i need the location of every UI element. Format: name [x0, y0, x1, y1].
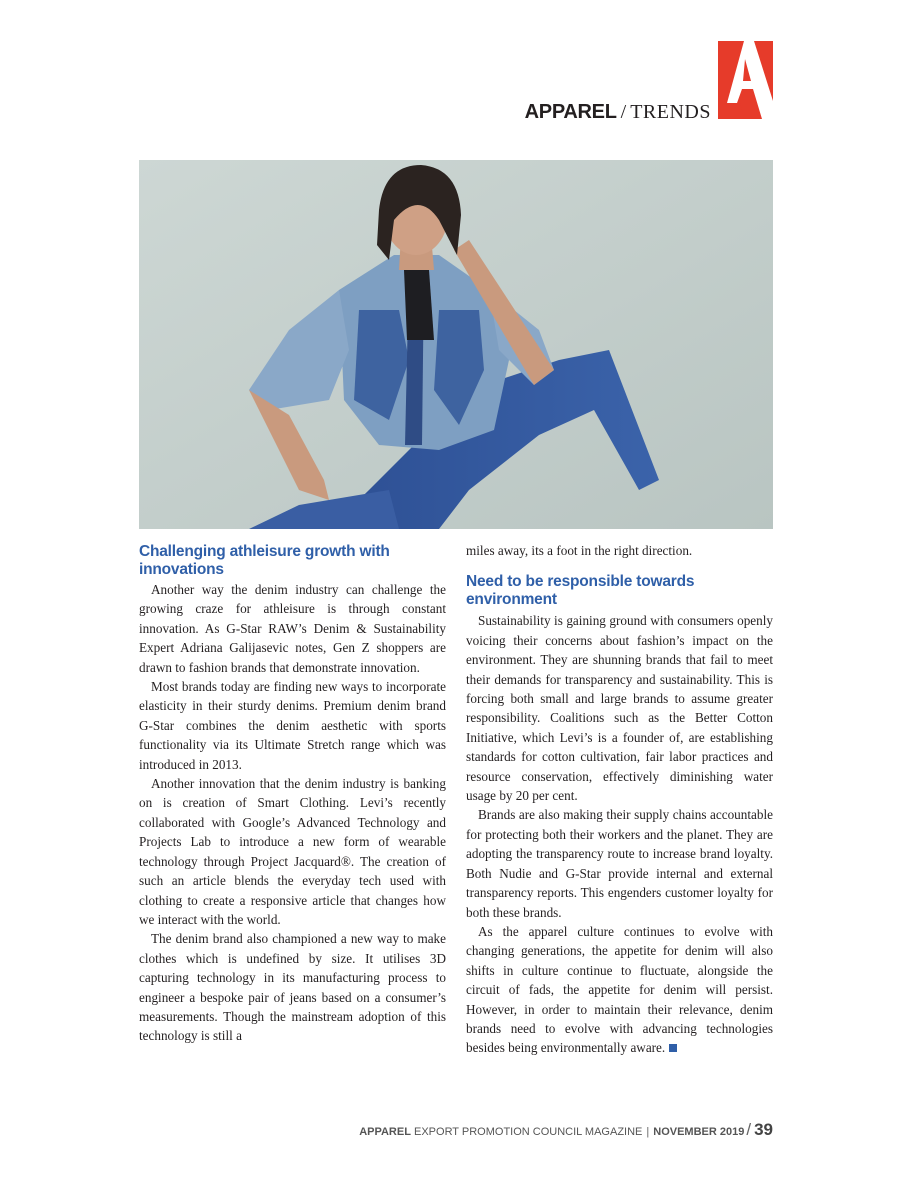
footer-slash: / [746, 1120, 752, 1139]
page-footer [359, 1120, 773, 1140]
magazine-logo [718, 41, 773, 119]
article-column-left [139, 541, 446, 1046]
section-header [525, 100, 711, 124]
section-separator: / [620, 101, 627, 123]
logo-a-icon [718, 41, 773, 119]
page-number: 39 [754, 1120, 773, 1139]
final-paragraph-text: As the apparel culture continues to evolve with changing generations, the appetite for denim will also shifts in culture continue to fluctuate, alongside the circuit of fads, the appetite for denim will persist. However, in order to maintain their relevance, denim brands need to evolve with advancing technologies besides being environmentally aware. [466, 923, 773, 1056]
body-paragraph: Another innovation that the denim industry is banking on is creation of Smart Clothing. Levi’s recently collaborated with Google’s Advanced Technology and Projects Lab to introduce a new form of wearable technology through Project Jacquard®. The creation of such an article blends the everyday tech used with clothing to create a responsive article that changes how we interact with the world. [139, 776, 446, 927]
end-of-article-icon [669, 1044, 677, 1052]
body-paragraph-final [466, 922, 773, 1058]
body-paragraph: The denim brand also championed a new way to make clothes which is undefined by size. It utilises 3D capturing technology in its manufacturing process to engineer a bespoke pair of jeans based on a consumer’s measurements. Though the mainstream adoption of this technology is still a [139, 931, 446, 1044]
body-paragraph: Another way the denim industry can challenge the growing craze for athleisure is through constant innovation. As G-Star RAW’s Denim & Sustainability Expert Adriana Galijasevic notes, Gen Z shoppers are drawn to fashion brands that demonstrate innovation. [139, 582, 446, 675]
body-paragraph: Most brands today are finding new ways to incorporate elasticity in their sturdy denims. Premium denim brand G-Star combines the denim aesthetic with sports functionality via its Ultimate Stretch range which was introduced in 2013. [139, 679, 446, 772]
footer-issue: NOVEMBER 2019 [653, 1126, 745, 1138]
section-heading-athleisure: Challenging athleisure growth with innovations [139, 543, 390, 578]
continuation-paragraph: miles away, its a foot in the right direction. [466, 543, 693, 558]
footer-magazine: EXPORT PROMOTION COUNCIL MAGAZINE [414, 1126, 643, 1138]
body-paragraph: Brands are also making their supply chains accountable for protecting both their workers and the planet. They are adopting the transparency route to increase brand loyalty. Both Nudie and G-Star provide internal and external transparency reports. This engenders customer loyalty for both these brands. [466, 807, 773, 920]
body-paragraph: Sustainability is gaining ground with consumers openly voicing their concerns about fashion’s impact on the environment. They are shunning brands that fail to meet their demands for transparency and sustainability. This is forcing both small and large brands to assume greater responsibility. Coalitions such as the Better Cotton Initiative, which Levi’s is a founder of, are establishing standards for cotton cultivation, fair labor practices and resource conservation, effectively diminishing water usage by 20 per cent. [466, 613, 773, 804]
fashion-photo [139, 160, 773, 529]
section-heading-environment: Need to be responsible towards environment [466, 573, 695, 609]
model-photo-icon [139, 160, 773, 529]
section-label: APPAREL [524, 101, 617, 123]
article-column-right [466, 541, 773, 1058]
subsection-label: TRENDS [630, 101, 711, 123]
footer-divider: | [646, 1126, 650, 1138]
footer-brand: APPAREL [359, 1126, 411, 1138]
